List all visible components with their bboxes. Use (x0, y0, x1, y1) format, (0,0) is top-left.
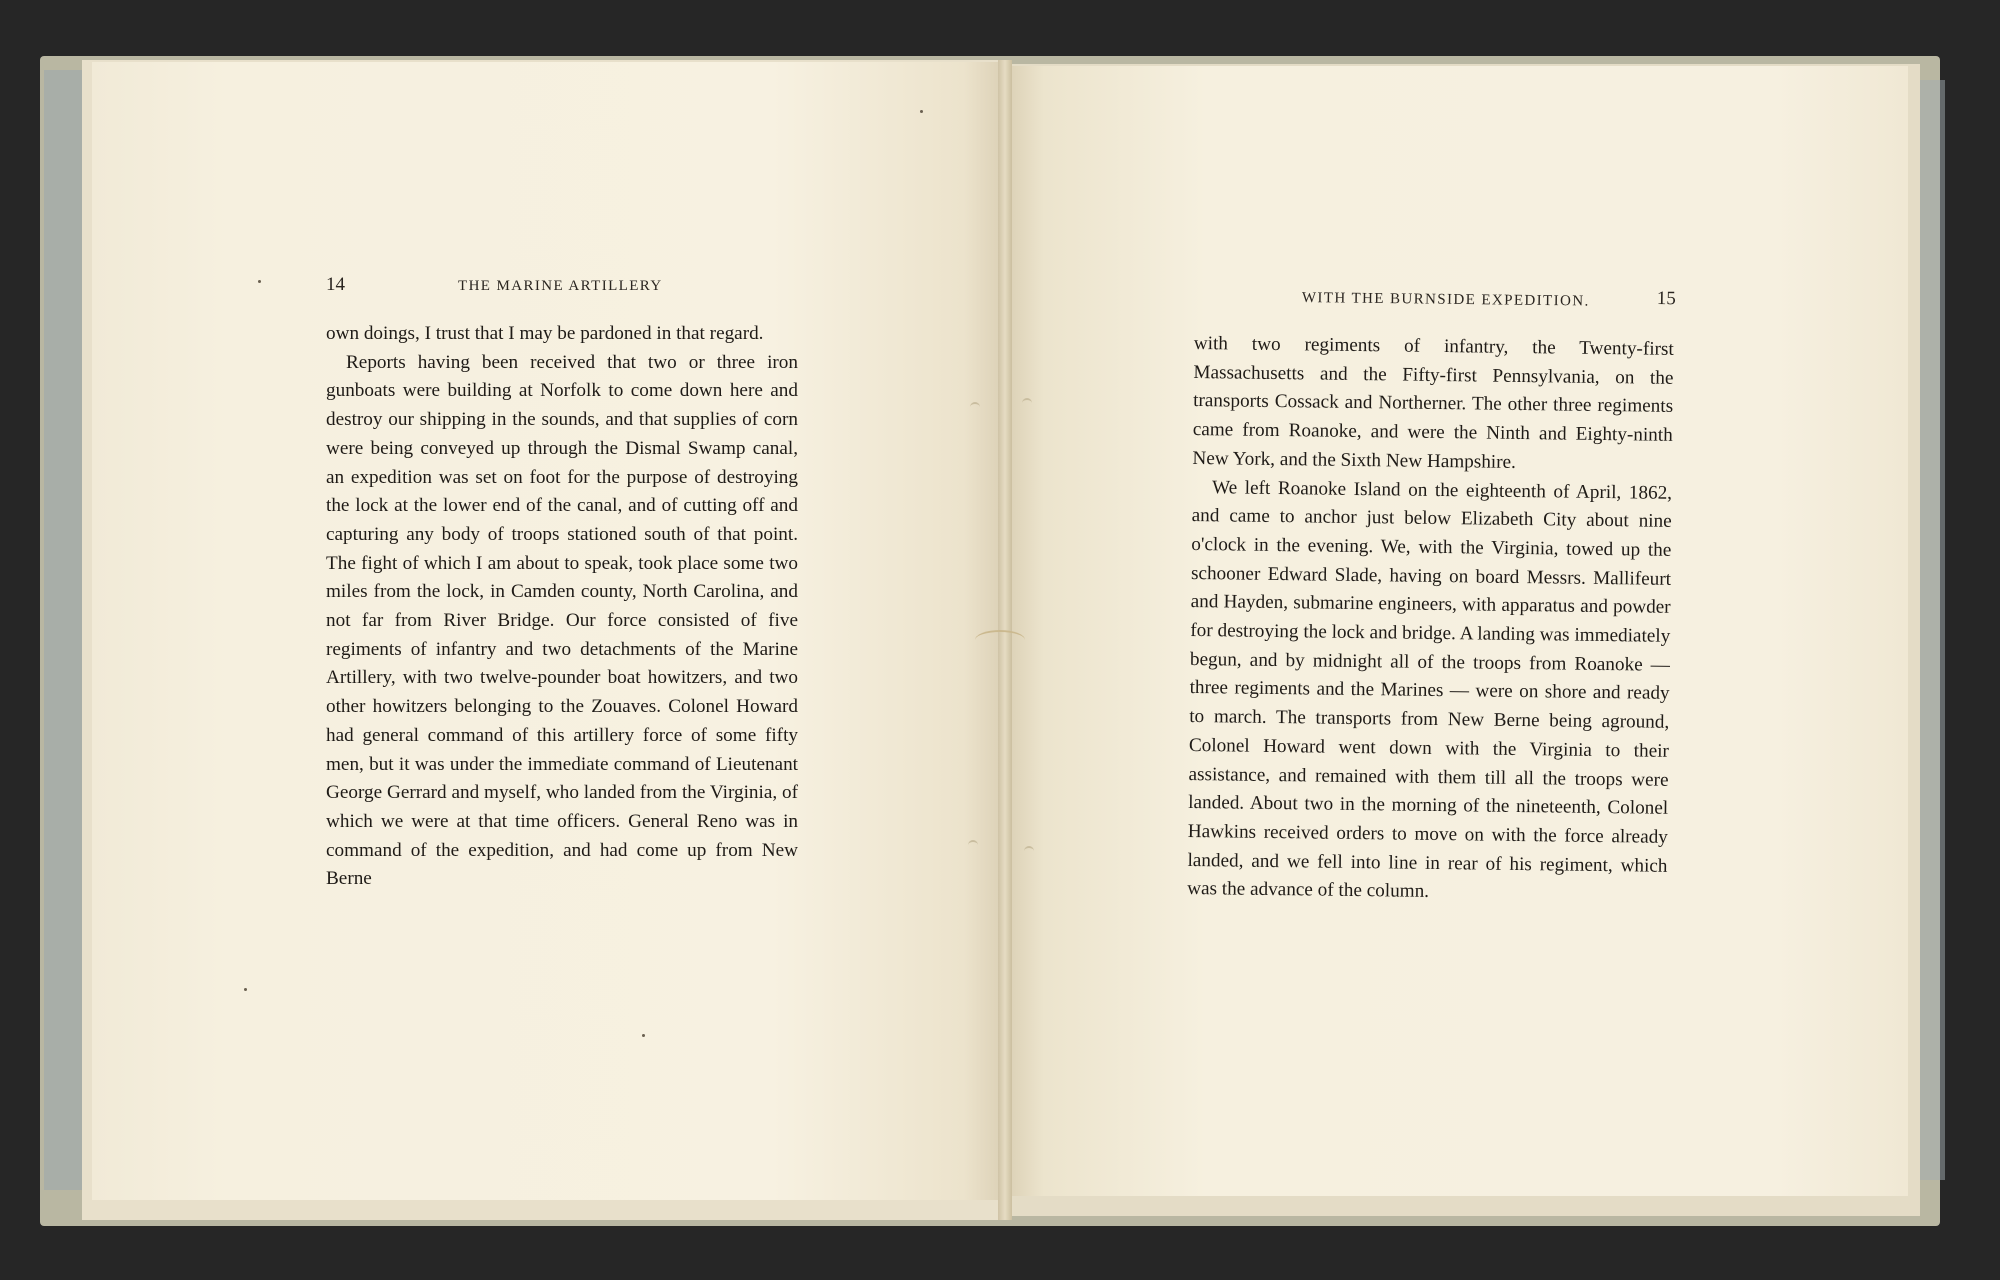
left-paragraph-1: own doings, I trust that I may be pardoned in that regard. (326, 323, 764, 344)
binding-crease (970, 402, 980, 412)
binding-thread (975, 630, 1025, 650)
right-running-head: WITH THE BURNSIDE EXPEDITION. (1301, 290, 1590, 310)
page-speck (642, 1034, 645, 1037)
binding-crease (968, 840, 978, 850)
binding-crease (1024, 846, 1034, 856)
binding-crease (1022, 398, 1032, 408)
left-page-header (326, 274, 345, 296)
right-page-header (1657, 288, 1676, 310)
left-paragraph-2: Reports having been received that two or three iron gunboats were building at Norfolk to come down here and destroy our shipping in the sounds, and that supplies of corn were being conveyed up through the Dismal Swamp canal, an expedition was set on foot for the purpose of destroying the lock at the lower end of the canal, and of cutting off and capturing any body of troops stationed south of that point. The fight of which I am about to speak, took place some two miles from the lock, in Camden county, North Carolina, and not far from River Bridge. Our force consisted of five regiments of infantry and two detachments of the Marine Artillery, with two twelve-pounder boat howitzers, and two other howitzers belonging to the Zouaves. Colonel Howard had general command of this artillery force of some fifty men, but it was under the immediate command of Lieutenant George Gerrard and myself, who landed from the Virginia, of which we were at that time officers. General Reno was in command of the expedition, and had come up from New Berne (326, 351, 798, 890)
right-paragraph-1: with two regiments of infantry, the Twenty-first Massachusetts and the Fifty-first Pennsylvania, on the transports Cossack and Northerner. The other three regiments came from Roanoke, and were the Ninth and Eighty-ninth New York, and the Sixth New Hampshire. (1192, 332, 1674, 473)
right-page-body (1187, 330, 1674, 910)
left-page-number: 14 (326, 274, 345, 295)
page-speck (244, 988, 247, 991)
left-running-head: THE MARINE ARTILLERY (458, 278, 663, 294)
page-speck (920, 110, 923, 113)
right-page-number: 15 (1656, 288, 1676, 310)
page-speck (258, 280, 261, 283)
left-page-body (326, 320, 798, 894)
right-paragraph-2: We left Roanoke Island on the eighteenth of April, 1862, and came to anchor just below Elizabeth City about nine o'clock in the evening. We, with the Virginia, towed up the schooner Edward Slade, having on board Messrs. Mallifeurt and Hayden, submarine engineers, with apparatus and powder for destroying the lock and bridge. A landing was immediately begun, and by midnight all of the troops from Roanoke — three regiments and the Marines — were on shore and ready to march. The transports from New Berne being aground, Colonel Howard went down with the Virginia to their assistance, and remained with them till all the troops were landed. About two in the morning of the nineteenth, Colonel Hawkins received orders to move on with the force already landed, and we fell into line in rear of his regiment, which was the advance of the column. (1187, 476, 1673, 903)
